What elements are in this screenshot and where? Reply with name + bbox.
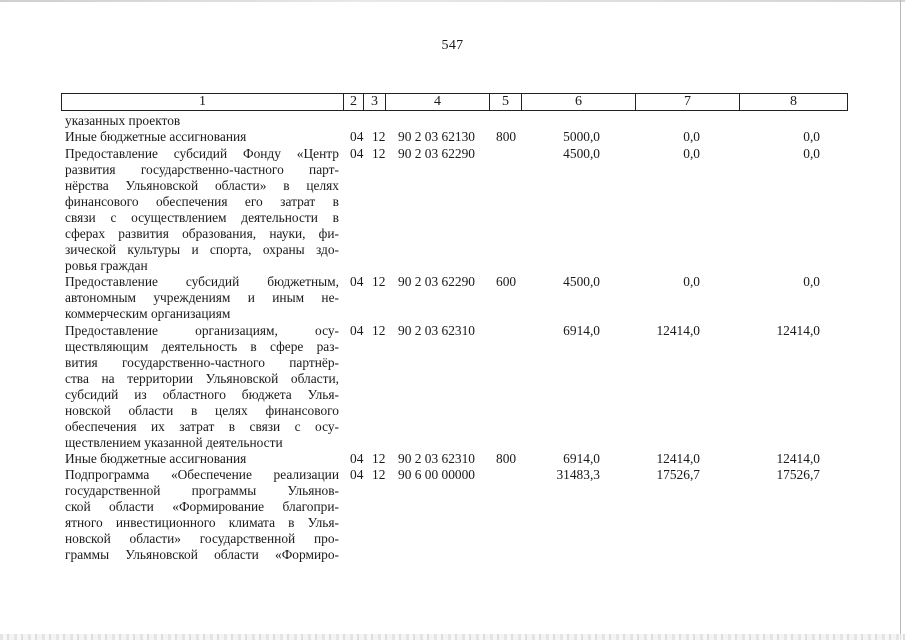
row-description-line: развития государственно-частного парт- <box>65 161 339 177</box>
cell-section: 04 <box>350 451 364 466</box>
row-description-line: Подпрограмма «Обеспечение реализации <box>65 467 339 483</box>
row-description-line: обеспечения их затрат в связи с осу- <box>65 418 339 434</box>
row-description-line: зической культуры и спорта, охраны здо- <box>65 241 339 257</box>
cell-amount-col7: 0,0 <box>683 145 700 161</box>
row-description-line: ществлением указанной деятельности <box>65 434 283 450</box>
row-description-line: автономным учреждениям и иным не- <box>65 290 339 306</box>
cell-amount-col8: 12414,0 <box>776 451 820 466</box>
column-header-3: 3 <box>364 94 386 110</box>
row-description-line: вития государственно-частного партнёр- <box>65 354 339 370</box>
cell-target-article: 90 2 03 62310 <box>398 451 475 466</box>
row-description-line: государственной программы Ульянов- <box>65 483 339 499</box>
cell-amount-col8: 17526,7 <box>776 467 820 483</box>
row-description-line: финансового обеспечения его затрат в <box>65 193 339 209</box>
row-description-line: ства на территории Ульяновской области, <box>65 370 339 386</box>
column-header-1: 1 <box>62 94 344 110</box>
cell-amount-col7: 12414,0 <box>656 322 700 338</box>
cell-amount-col8: 0,0 <box>803 129 820 145</box>
cell-target-article: 90 2 03 62310 <box>398 322 475 338</box>
row-description-line: граммы Ульяновской области «Формиро- <box>65 547 339 563</box>
cell-expense-type: 800 <box>496 451 517 466</box>
row-description-line: Предоставление субсидий бюджетным, <box>65 274 339 290</box>
row-description-line: ской области «Формирование благопри- <box>65 499 339 515</box>
cell-target-article: 90 2 03 62290 <box>398 274 475 290</box>
cell-subsection: 12 <box>372 145 386 161</box>
cell-amount-col6: 31483,3 <box>556 467 600 483</box>
cell-target-article: 90 2 03 62290 <box>398 145 475 161</box>
cell-target-article: 90 2 03 62130 <box>398 129 475 145</box>
cell-expense-type: 600 <box>496 274 517 290</box>
cell-section: 04 <box>350 274 364 290</box>
row-description-line: новской области» государственной про- <box>65 531 339 547</box>
row-description-line: ятного инвестиционного климата в Улья- <box>65 515 339 531</box>
cell-section: 04 <box>350 467 364 483</box>
cell-amount-col8: 12414,0 <box>776 322 820 338</box>
cell-section: 04 <box>350 322 364 338</box>
row-description-line: коммерческим организациям <box>65 306 231 322</box>
column-header-4: 4 <box>386 94 490 110</box>
cell-section: 04 <box>350 145 364 161</box>
cell-amount-col6: 6914,0 <box>563 451 600 466</box>
cell-amount-col6: 5000,0 <box>563 129 600 145</box>
row-description-line: указанных проектов <box>65 113 181 128</box>
row-description-line: новской области в целях финансового <box>65 402 339 418</box>
row-description-line: сферах развития образования, науки, фи- <box>65 225 339 241</box>
cell-amount-col7: 17526,7 <box>656 467 700 483</box>
cell-amount-col7: 0,0 <box>683 129 700 145</box>
cell-subsection: 12 <box>372 129 386 145</box>
page-number: 547 <box>441 38 464 53</box>
cell-expense-type: 800 <box>496 129 517 145</box>
cell-target-article: 90 6 00 00000 <box>398 467 475 483</box>
row-description-line: субсидий из областного бюджета Улья- <box>65 386 339 402</box>
column-header-6: 6 <box>522 94 636 110</box>
row-description-line: Предоставление организациям, осу- <box>65 322 339 338</box>
row-description-line: ществляющим деятельность в сфере раз- <box>65 338 339 354</box>
cell-subsection: 12 <box>372 322 386 338</box>
cell-amount-col8: 0,0 <box>803 274 820 290</box>
row-description-line: Иные бюджетные ассигнования <box>65 129 247 145</box>
cell-amount-col7: 12414,0 <box>656 451 700 466</box>
cell-amount-col6: 6914,0 <box>563 322 600 338</box>
cell-amount-col6: 4500,0 <box>563 274 600 290</box>
row-description-line: нёрства Ульяновской области» в целях <box>65 177 339 193</box>
row-description-line: Предоставление субсидий Фонду «Центр <box>65 145 339 161</box>
cell-subsection: 12 <box>372 274 386 290</box>
column-header-2: 2 <box>344 94 364 110</box>
column-header-5: 5 <box>490 94 522 110</box>
cell-amount-col6: 4500,0 <box>563 145 600 161</box>
cell-amount-col8: 0,0 <box>803 145 820 161</box>
column-header-8: 8 <box>790 94 797 109</box>
column-header-7: 7 <box>636 94 740 110</box>
cell-subsection: 12 <box>372 467 386 483</box>
row-description-line: ровья граждан <box>65 257 148 273</box>
cell-section: 04 <box>350 129 364 145</box>
cell-subsection: 12 <box>372 451 386 466</box>
cell-amount-col7: 0,0 <box>683 274 700 290</box>
row-description-line: связи с осуществлением деятельности в <box>65 209 339 225</box>
row-description-line: Иные бюджетные ассигнования <box>65 451 247 466</box>
